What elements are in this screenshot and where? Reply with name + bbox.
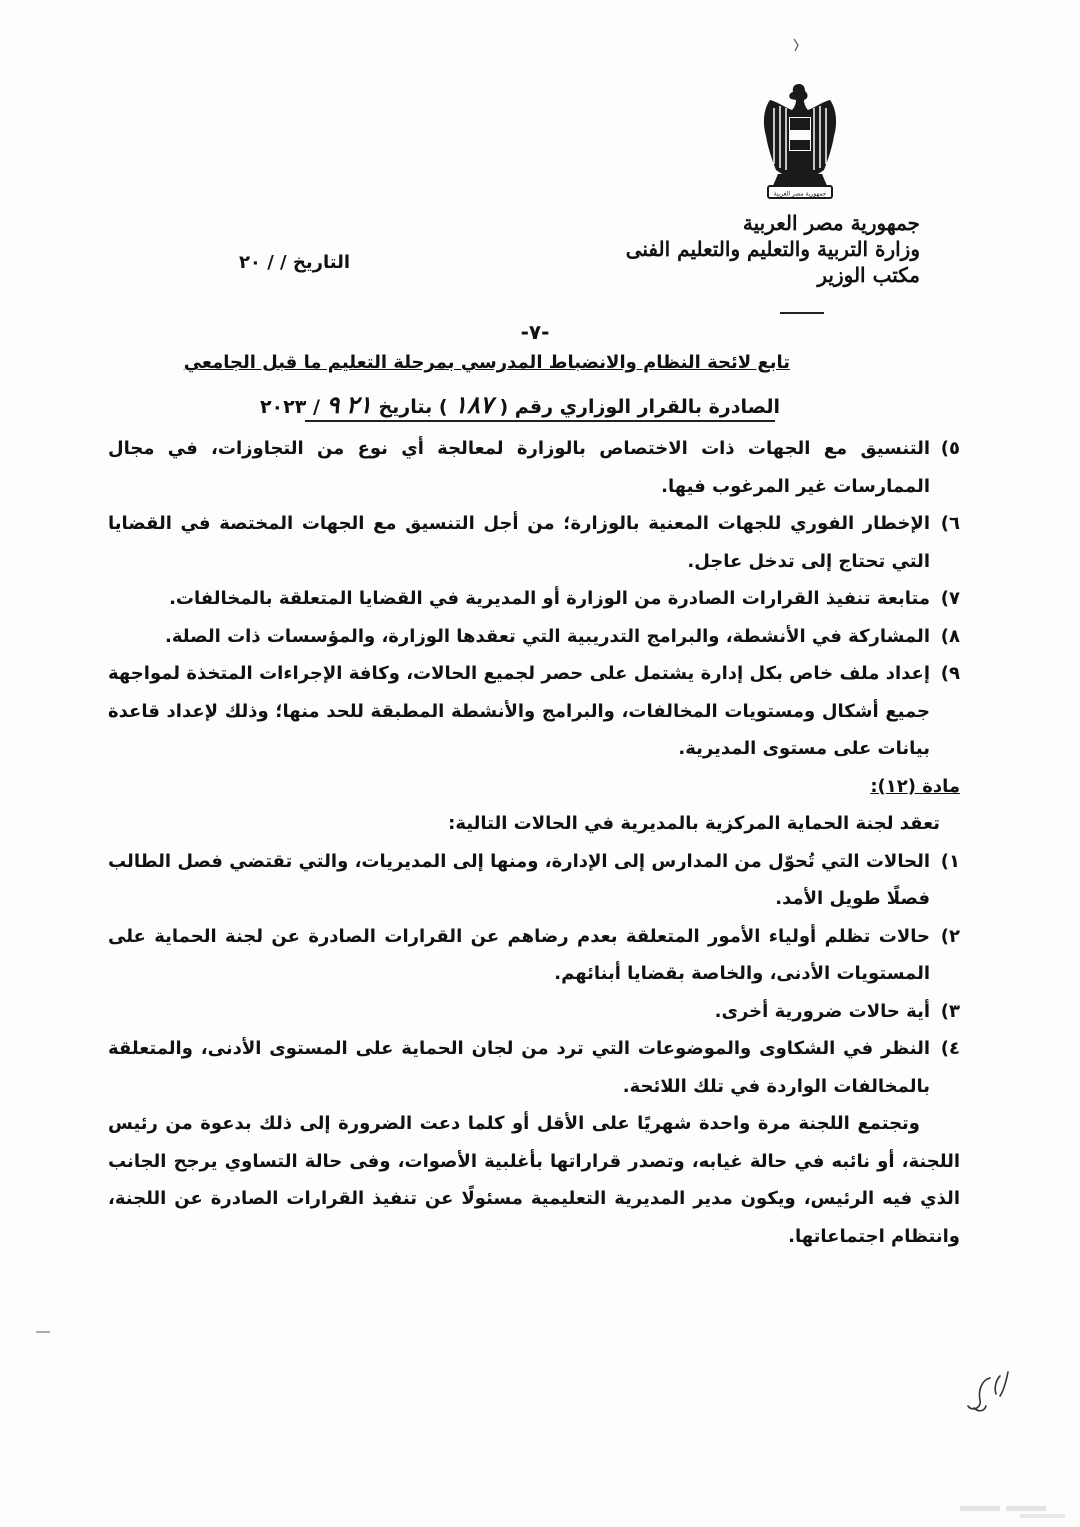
list-item: ٦)الإخطار الفوري للجهات المعنية بالوزارة؛ من أجل التنسيق مع الجهات المختصة في القضايا التي تحتاج إلى تدخل عاجل. [108,513,960,572]
decree-number-handwritten: ١٨٧ [454,390,493,419]
decree-month-handwritten: ٩ [326,390,340,419]
svg-text:جمهورية مصر العربية: جمهورية مصر العربية [773,190,827,198]
list-item: ٤)النظر في الشكاوى والموضوعات التي ترد من لجان الحماية على المستوى الأدنى، والمتعلقة بالمخالفات الواردة في تلك اللائحة. [108,1038,960,1097]
eagle-emblem-icon [752,78,848,206]
document-title: تابع لائحة النظام والانضباط المدرسي بمرحلة التعليم ما قبل الجامعي [183,352,790,373]
decree-day-handwritten: ٢١ [346,390,372,419]
margin-mark-icon [792,38,800,52]
list-item: ١)الحالات التي تُحوّل من المدارس إلى الإدارة، ومنها إلى المديريات، والتي تقتضي فصل الطالب فصلًا طويل الأمد. [108,850,960,909]
date-field: التاريخ / / ٢٠ [238,252,350,273]
list-item: ٩)إعداد ملف خاص بكل إدارة يشتمل على حصر لجميع الحالات، وكافة الإجراءات المتخذة لمواجهة جميع أشكال ومستويات المخالفات، والبرامج والأنشطة المطبقة للحد منها؛ وذلك لإعداد قاعدة بيانات على مستوى المديرية. [108,663,960,759]
list-item: ٢)حالات تظلم أولياء الأمور المتعلقة بعدم رضاهم عن القرارات الصادرة عن لجنة الحماية على المستويات الأدنى، والخاصة بقضايا أبنائهم. [108,925,960,984]
page-number: -٧- [520,320,550,344]
header-line-country: جمهورية مصر العربية [742,211,920,235]
scanner-watermark-icon [960,1500,1070,1520]
signature-icon [960,1360,1020,1420]
header-line-ministry: وزارة التربية والتعليم والتعليم الفنى [625,237,920,261]
closing-paragraph: وتجتمع اللجنة مرة واحدة شهريًا على الأقل أو كلما دعت الضرورة إلى ذلك بدعوة من رئيس اللجنة، أو نائبه في حالة غيابه، وتصدر قراراتها بأغلبية الأصوات، وفى حالة التساوي يرجح الجانب الذي فيه الرئيس، ويكون مدير المديرية التعليمية مسئولًا عن تنفيذ القرارات الصادرة عن اللجنة، وانتظام اجتماعاتها. [108,1113,960,1247]
header-line-office: مكتب الوزير [817,263,920,287]
list-item: ٨)المشاركة في الأنشطة، والبرامج التدريبية التي تعقدها الوزارة، والمؤسسات ذات الصلة. [165,625,960,647]
decree-prefix: الصادرة بالقرار الوزاري رقم ( [499,396,780,418]
document-body [108,430,960,1255]
list-item: ٣)أية حالات ضرورية أخرى. [714,1000,960,1022]
header-divider [780,312,824,314]
title-underline [305,420,775,422]
list-item: ٥)التنسيق مع الجهات ذات الاختصاص بالوزارة لمعالجة أي نوع من التجاوزات، في مجال الممارسات غير المرغوب فيها. [108,438,960,497]
decree-middle: ) بتاريخ [378,396,448,418]
ministry-header [626,210,920,288]
decree-reference [259,390,780,419]
article-intro: تعقد لجنة الحماية المركزية بالمديرية في الحالات التالية: [448,813,940,834]
decree-year: / ٢٠٢٣ [259,396,320,418]
article-heading: مادة (١٢): [870,775,960,797]
list-item: ٧)متابعة تنفيذ القرارات الصادرة من الوزارة أو المديرية في القضايا المتعلقة بالمخالفات. [169,588,960,609]
margin-mark-icon [36,1330,50,1334]
